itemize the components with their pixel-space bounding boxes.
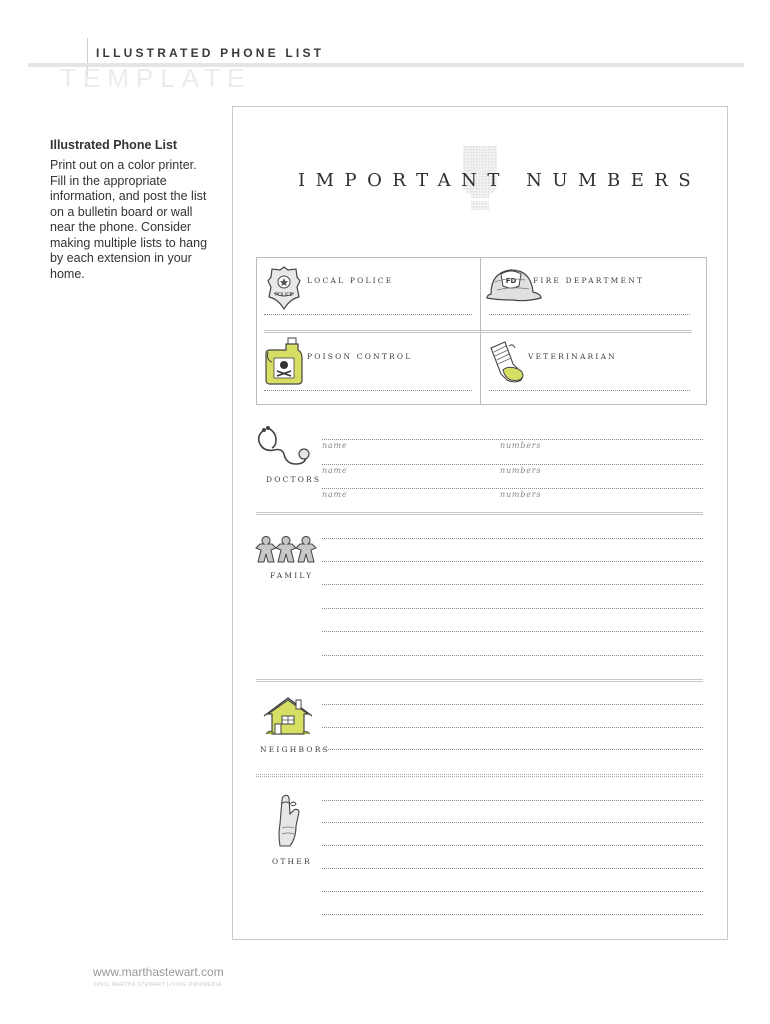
neighbors-line[interactable] bbox=[322, 727, 703, 728]
svg-text:POLICE: POLICE bbox=[275, 292, 293, 298]
poison-control-label: POISON CONTROL bbox=[307, 352, 413, 361]
family-line[interactable] bbox=[322, 655, 703, 656]
doctor-row-line[interactable] bbox=[322, 464, 703, 465]
family-line[interactable] bbox=[322, 584, 703, 585]
instructions-title: Illustrated Phone List bbox=[50, 138, 178, 152]
bandaged-paw-icon bbox=[487, 340, 527, 384]
fire-department-label: FIRE DEPARTMENT bbox=[533, 276, 645, 285]
local-police-label: LOCAL POLICE bbox=[307, 276, 394, 285]
doctor-numbers-label: numbers bbox=[500, 490, 542, 499]
other-line[interactable] bbox=[322, 845, 703, 846]
family-line[interactable] bbox=[322, 538, 703, 539]
paper-dolls-icon bbox=[254, 532, 318, 564]
doctor-name-label: name bbox=[322, 441, 348, 450]
footer-url[interactable]: www.marthastewart.com bbox=[93, 965, 224, 979]
stethoscope-icon bbox=[254, 426, 314, 470]
neighbors-label: NEIGHBORS bbox=[260, 745, 330, 754]
other-line[interactable] bbox=[322, 914, 703, 915]
phone-list-sheet bbox=[232, 106, 728, 940]
poison-bottle-icon bbox=[264, 336, 304, 386]
doctor-name-label: name bbox=[322, 466, 348, 475]
doctor-row-line[interactable] bbox=[322, 439, 703, 440]
other-line[interactable] bbox=[322, 822, 703, 823]
doctor-name-label: name bbox=[322, 490, 348, 499]
doctor-numbers-label: numbers bbox=[500, 441, 542, 450]
veterinarian-line[interactable] bbox=[489, 390, 690, 391]
family-line[interactable] bbox=[322, 561, 703, 562]
police-badge-icon bbox=[266, 265, 302, 311]
header-title: ILLUSTRATED PHONE LIST bbox=[96, 46, 325, 60]
house-icon bbox=[262, 696, 314, 736]
doctors-label: DOCTORS bbox=[266, 475, 322, 484]
string-finger-icon bbox=[274, 794, 304, 848]
other-line[interactable] bbox=[322, 891, 703, 892]
doctor-numbers-label: numbers bbox=[500, 466, 542, 475]
local-police-line[interactable] bbox=[264, 314, 472, 315]
section-divider bbox=[256, 512, 703, 515]
grid-divider bbox=[264, 330, 692, 333]
family-line[interactable] bbox=[322, 631, 703, 632]
section-divider bbox=[256, 774, 703, 777]
veterinarian-label: VETERINARIAN bbox=[528, 352, 617, 361]
family-line[interactable] bbox=[322, 608, 703, 609]
fire-department-line[interactable] bbox=[489, 314, 690, 315]
instructions-body: Print out on a color printer. Fill in the appropriate information, and post the list on a bulletin board or wall near the phone. Consider making multiple lists to hang by each extension in your home. bbox=[50, 158, 208, 281]
neighbors-line[interactable] bbox=[322, 704, 703, 705]
other-line[interactable] bbox=[322, 800, 703, 801]
poison-control-line[interactable] bbox=[264, 390, 472, 391]
family-label: FAMILY bbox=[270, 571, 314, 580]
section-divider bbox=[256, 679, 703, 682]
other-line[interactable] bbox=[322, 868, 703, 869]
footer-copyright: ©2011 MARTHA STEWART LIVING OMNIMEDIA bbox=[93, 982, 222, 988]
header-subtitle: TEMPLATE bbox=[60, 63, 252, 93]
other-label: OTHER bbox=[272, 857, 312, 866]
doctor-row-line[interactable] bbox=[322, 488, 703, 489]
sheet-title: IMPORTANT NUMBERS bbox=[298, 170, 702, 191]
svg-text:FD: FD bbox=[505, 277, 517, 285]
neighbors-line[interactable] bbox=[322, 749, 703, 750]
